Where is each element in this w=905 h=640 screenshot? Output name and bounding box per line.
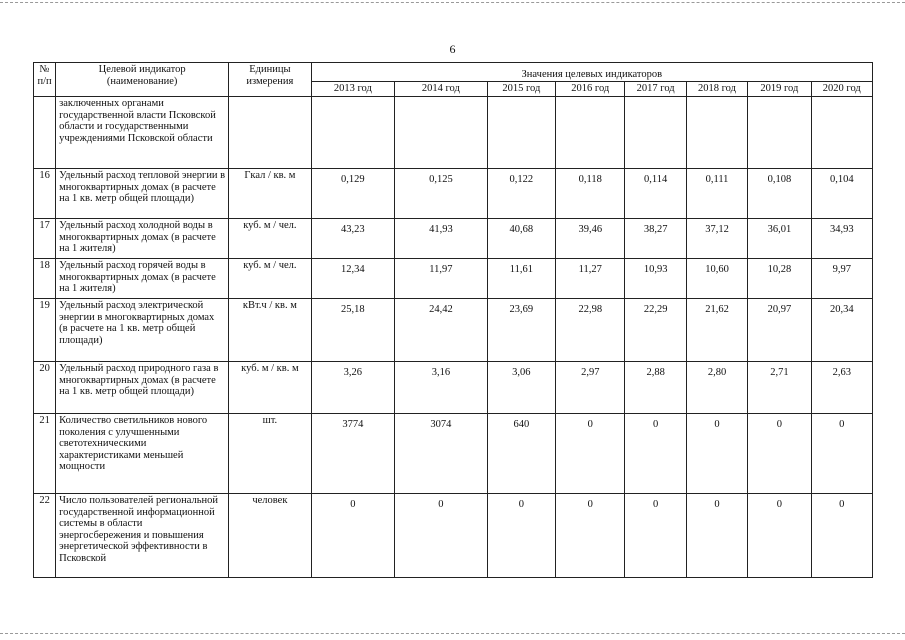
value-cell: 11,27: [556, 259, 625, 299]
row-number: 22: [34, 494, 56, 578]
value-cell: [748, 97, 811, 169]
unit-cell: кВт.ч / кв. м: [229, 299, 311, 362]
value-cell: 0: [686, 414, 747, 494]
value-cell: 3774: [311, 414, 394, 494]
value-cell: 3074: [395, 414, 488, 494]
header-year: 2018 год: [686, 82, 747, 97]
value-cell: 0: [811, 414, 872, 494]
value-cell: 0,122: [487, 169, 555, 219]
value-cell: 0: [811, 494, 872, 578]
value-cell: 21,62: [686, 299, 747, 362]
row-number: 17: [34, 219, 56, 259]
value-cell: 2,88: [625, 362, 686, 414]
value-cell: 640: [487, 414, 555, 494]
table-row: [34, 219, 873, 259]
value-cell: [556, 97, 625, 169]
indicator-name: Удельный расход горячей воды в многоквартирных домах (в расчете на 1 жителя): [56, 259, 229, 299]
header-indicator: Целевой индикатор (наименование): [56, 63, 229, 97]
value-cell: 9,97: [811, 259, 872, 299]
header-year: 2016 год: [556, 82, 625, 97]
header-year: 2019 год: [748, 82, 811, 97]
table-row: [34, 169, 873, 219]
row-number: 20: [34, 362, 56, 414]
scan-edge-bottom: [0, 633, 905, 635]
table-row: [34, 494, 873, 578]
header-year: 2020 год: [811, 82, 872, 97]
unit-cell: куб. м / чел.: [229, 259, 311, 299]
value-cell: 0,125: [395, 169, 488, 219]
value-cell: [311, 97, 394, 169]
unit-cell: человек: [229, 494, 311, 578]
value-cell: 2,63: [811, 362, 872, 414]
value-cell: 43,23: [311, 219, 394, 259]
row-number: [34, 97, 56, 169]
indicator-name: Число пользователей региональной государственной информационной системы в области энергосбережения и повышения энергетической эффективности в Псковской: [56, 494, 229, 578]
header-year: 2013 год: [311, 82, 394, 97]
header-year: 2015 год: [487, 82, 555, 97]
indicator-name: Удельный расход природного газа в многоквартирных домах (в расчете на 1 кв. метр общей площади): [56, 362, 229, 414]
value-cell: [686, 97, 747, 169]
value-cell: 0,129: [311, 169, 394, 219]
value-cell: 24,42: [395, 299, 488, 362]
table-row: [34, 362, 873, 414]
value-cell: [625, 97, 686, 169]
page-number: 6: [449, 42, 456, 56]
scan-edge-top: [0, 2, 905, 4]
value-cell: 22,29: [625, 299, 686, 362]
value-cell: 0,118: [556, 169, 625, 219]
value-cell: 3,06: [487, 362, 555, 414]
value-cell: 11,61: [487, 259, 555, 299]
value-cell: 11,97: [395, 259, 488, 299]
indicator-name: Удельный расход холодной воды в многоквартирных домах (в расчете на 1 жителя): [56, 219, 229, 259]
indicator-name: Удельный расход электрической энергии в многоквартирных домах (в расчете на 1 кв. метр общей площади): [56, 299, 229, 362]
value-cell: 10,60: [686, 259, 747, 299]
unit-cell: куб. м / чел.: [229, 219, 311, 259]
value-cell: 39,46: [556, 219, 625, 259]
value-cell: 0: [395, 494, 488, 578]
header-year: 2014 год: [395, 82, 488, 97]
unit-cell: куб. м / кв. м: [229, 362, 311, 414]
value-cell: 25,18: [311, 299, 394, 362]
table-row: [34, 299, 873, 362]
value-cell: 0,108: [748, 169, 811, 219]
table-row: [34, 259, 873, 299]
value-cell: 2,71: [748, 362, 811, 414]
value-cell: 3,16: [395, 362, 488, 414]
header-values-group: Значения целевых индикаторов: [311, 63, 872, 82]
value-cell: 37,12: [686, 219, 747, 259]
value-cell: 23,69: [487, 299, 555, 362]
value-cell: 20,34: [811, 299, 872, 362]
indicator-name: Удельный расход тепловой энергии в многоквартирных домах (в расчете на 1 кв. метр общей площади): [56, 169, 229, 219]
value-cell: 0,104: [811, 169, 872, 219]
indicator-name: Количество светильников нового поколения с улучшенными светотехническими характеристиками меньшей мощности: [56, 414, 229, 494]
value-cell: 41,93: [395, 219, 488, 259]
value-cell: 36,01: [748, 219, 811, 259]
value-cell: 0,111: [686, 169, 747, 219]
value-cell: 3,26: [311, 362, 394, 414]
indicators-table: [33, 62, 873, 578]
value-cell: [811, 97, 872, 169]
value-cell: 12,34: [311, 259, 394, 299]
value-cell: 20,97: [748, 299, 811, 362]
value-cell: 10,28: [748, 259, 811, 299]
value-cell: 0: [311, 494, 394, 578]
unit-cell: [229, 97, 311, 169]
row-number: 19: [34, 299, 56, 362]
value-cell: 0,114: [625, 169, 686, 219]
value-cell: 0: [487, 494, 555, 578]
header-num: № п/п: [34, 63, 56, 97]
value-cell: 0: [686, 494, 747, 578]
value-cell: 40,68: [487, 219, 555, 259]
value-cell: 10,93: [625, 259, 686, 299]
table-row: [34, 97, 873, 169]
value-cell: 2,97: [556, 362, 625, 414]
row-number: 21: [34, 414, 56, 494]
value-cell: [395, 97, 488, 169]
header-unit: Единицы измерения: [229, 63, 311, 97]
row-number: 18: [34, 259, 56, 299]
unit-cell: Гкал / кв. м: [229, 169, 311, 219]
value-cell: 0: [748, 414, 811, 494]
table-row: [34, 414, 873, 494]
unit-cell: шт.: [229, 414, 311, 494]
value-cell: 34,93: [811, 219, 872, 259]
value-cell: 22,98: [556, 299, 625, 362]
value-cell: [487, 97, 555, 169]
value-cell: 0: [556, 414, 625, 494]
value-cell: 38,27: [625, 219, 686, 259]
value-cell: 0: [748, 494, 811, 578]
value-cell: 0: [625, 494, 686, 578]
indicator-name: заключенных органами государственной власти Псковской области и государственными учреждениями Псковской области: [56, 97, 229, 169]
value-cell: 0: [625, 414, 686, 494]
row-number: 16: [34, 169, 56, 219]
value-cell: 0: [556, 494, 625, 578]
value-cell: 2,80: [686, 362, 747, 414]
header-year: 2017 год: [625, 82, 686, 97]
